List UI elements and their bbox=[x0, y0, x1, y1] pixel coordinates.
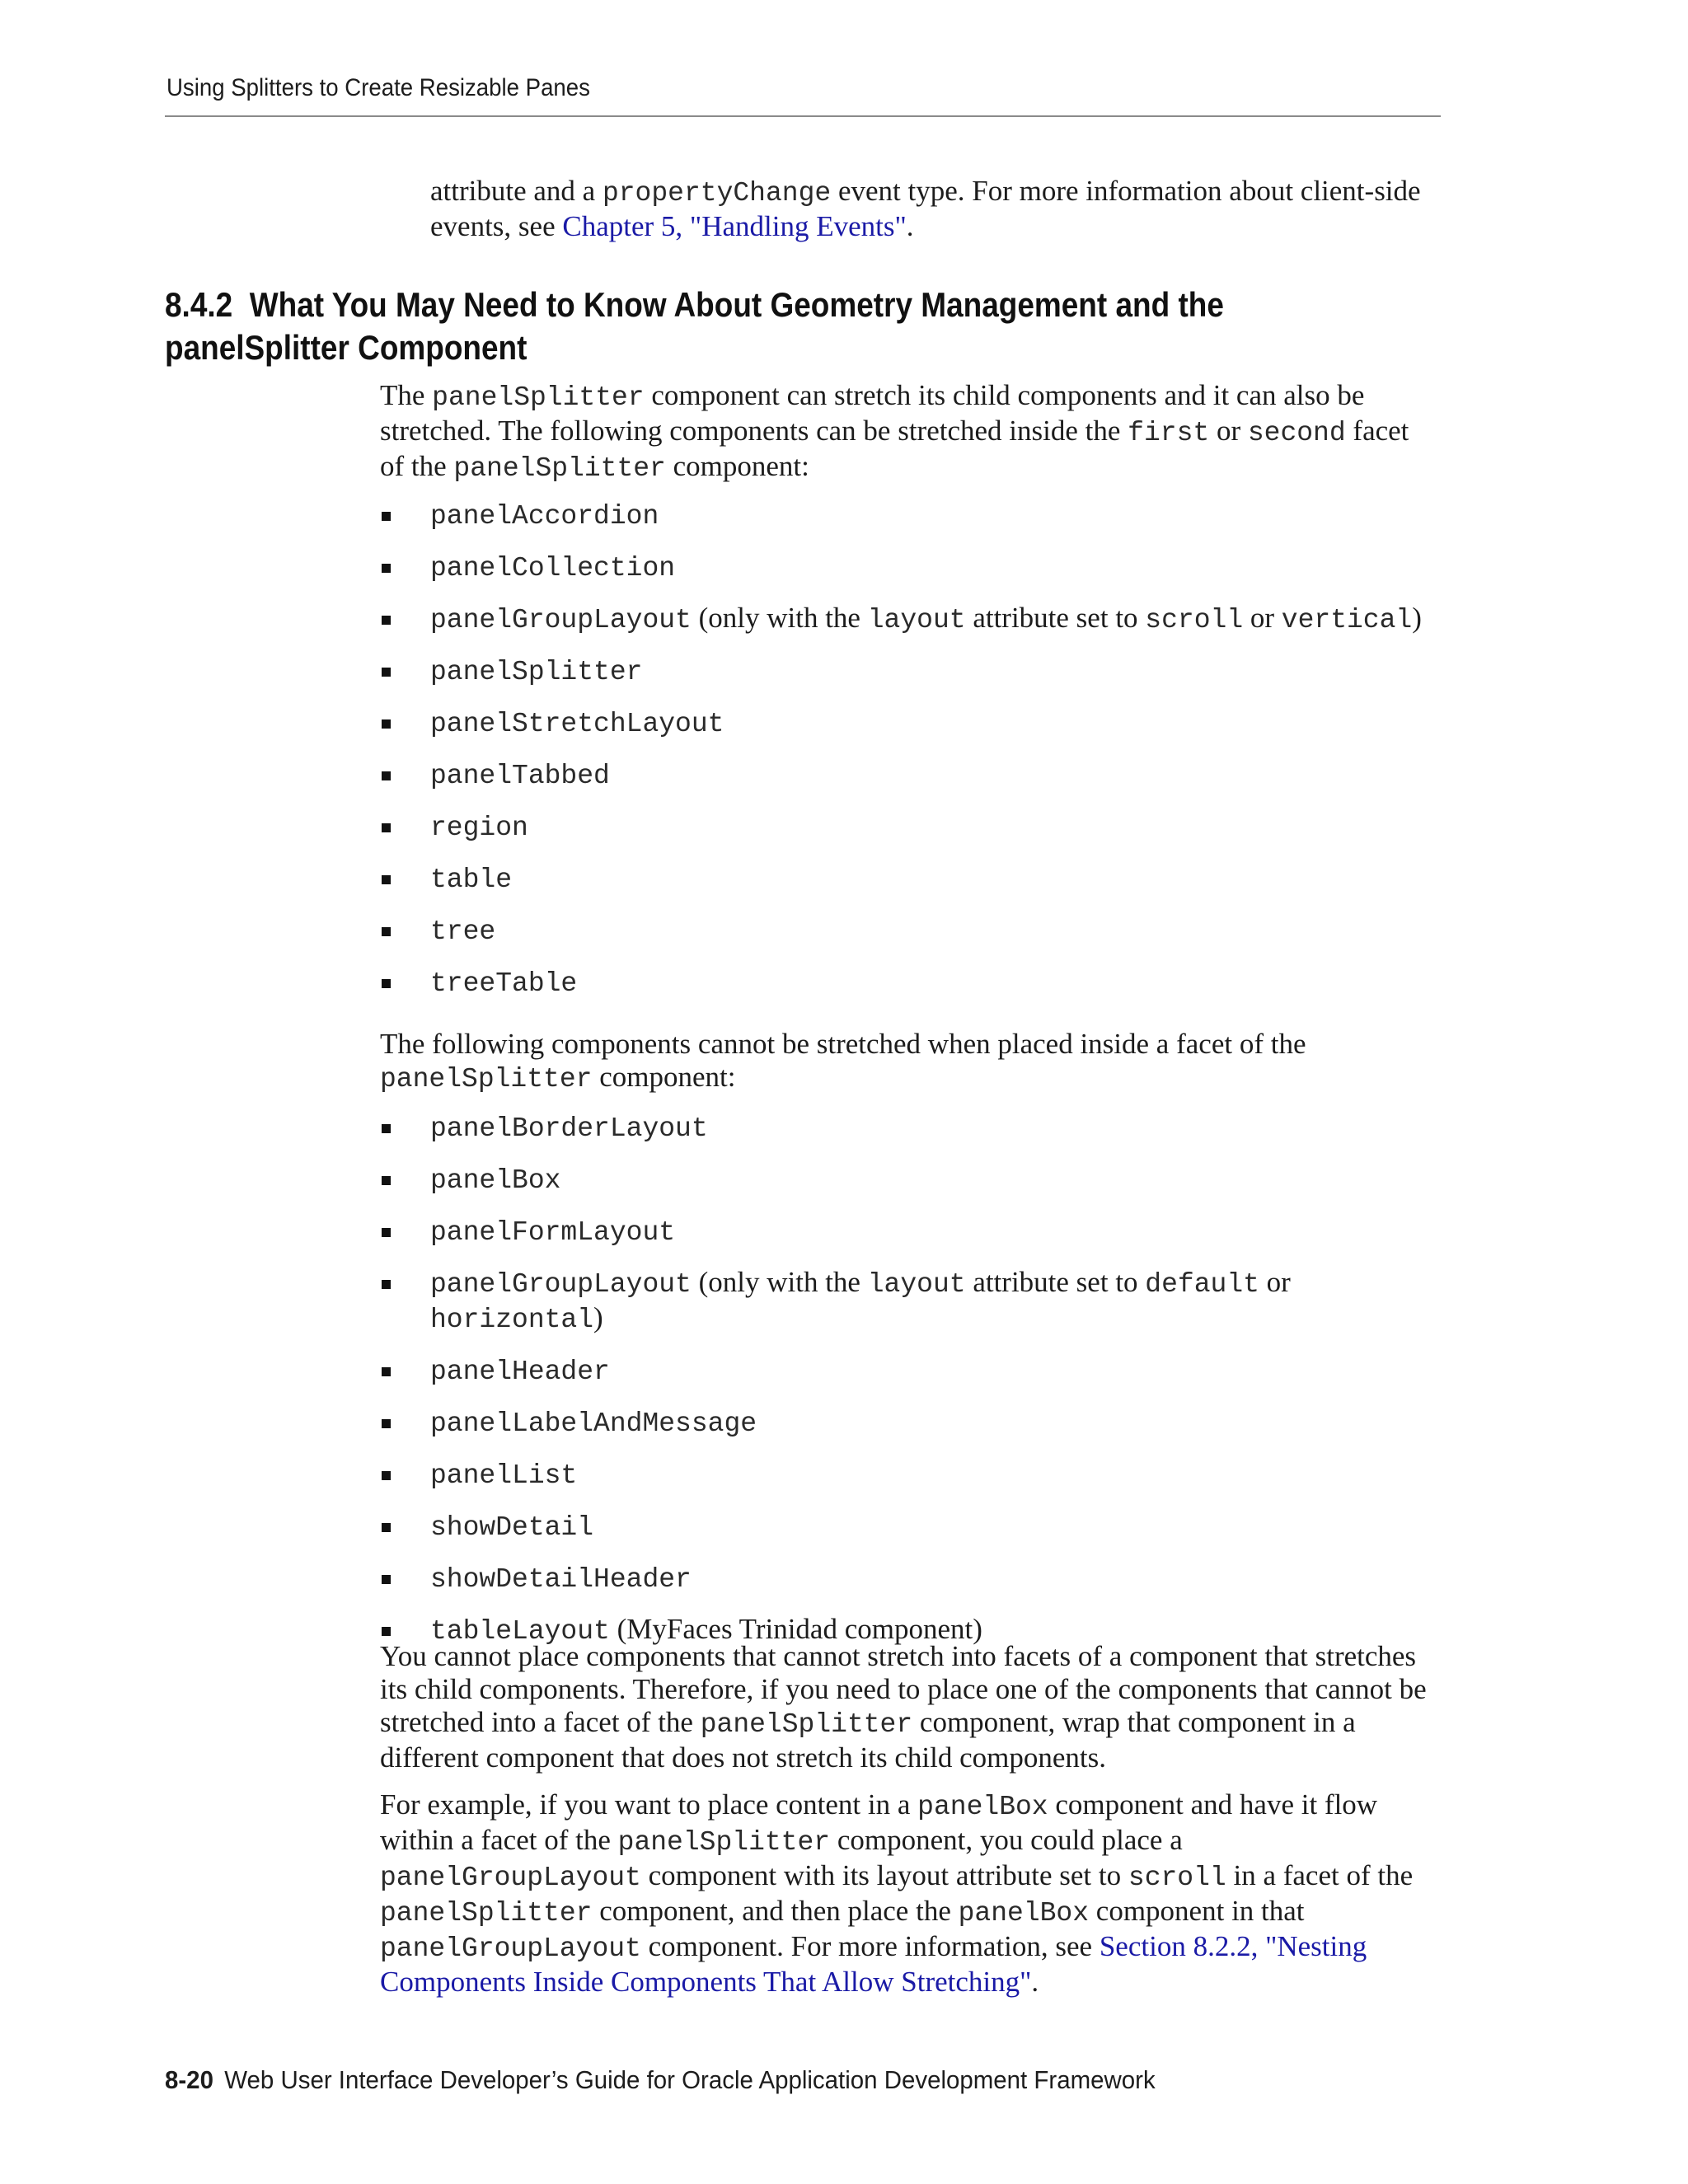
inline-code: second bbox=[1247, 418, 1346, 448]
bullet-icon bbox=[382, 1280, 391, 1289]
stretchable-components-list bbox=[380, 498, 1435, 1017]
section-8-2-2-link[interactable]: Section 8.2.2, "Nesting Components Inside Components That Allow Stretching" bbox=[380, 1930, 1367, 1998]
component-name: panelBorderLayout bbox=[430, 1113, 708, 1144]
para-text: component can stretch its child components and it can also be stretched. The following components can be stretched inside the bbox=[380, 379, 1365, 447]
list-text: (only with the bbox=[691, 602, 868, 634]
list-item bbox=[380, 757, 1435, 793]
list-item bbox=[380, 602, 1435, 637]
list-text: or bbox=[1243, 602, 1282, 634]
inline-code: panelSplitter bbox=[617, 1827, 831, 1858]
list-item bbox=[380, 1214, 1435, 1249]
bullet-icon bbox=[382, 1523, 391, 1532]
component-name: tree bbox=[430, 916, 496, 947]
list-item bbox=[380, 1405, 1435, 1441]
component-name: tableLayout bbox=[430, 1616, 610, 1647]
inline-code: horizontal bbox=[430, 1305, 594, 1335]
para-text: component with its layout attribute set to bbox=[640, 1859, 1128, 1891]
non-stretch-intro-paragraph bbox=[380, 1028, 1435, 1096]
non-stretchable-components-list bbox=[380, 1110, 1435, 1665]
inline-code: default bbox=[1145, 1269, 1259, 1300]
bullet-icon bbox=[382, 875, 391, 884]
bullet-icon bbox=[382, 771, 391, 780]
list-item bbox=[380, 1266, 1435, 1337]
para-text: component, wrap that component in a different component that does not stretch its child components. bbox=[380, 1706, 1356, 1774]
bullet-icon bbox=[382, 1228, 391, 1237]
list-item bbox=[380, 1561, 1435, 1596]
para-text: or bbox=[1209, 415, 1248, 447]
list-text: ) bbox=[593, 1301, 603, 1333]
section-heading bbox=[165, 284, 1296, 369]
header-rule bbox=[165, 115, 1441, 117]
component-name: treeTable bbox=[430, 968, 578, 999]
list-item bbox=[380, 965, 1435, 1001]
para-text: The bbox=[380, 379, 433, 411]
list-text: (only with the bbox=[691, 1266, 868, 1298]
para-text: For example, if you want to place content in a bbox=[380, 1788, 918, 1821]
list-text: attribute set to bbox=[965, 1266, 1146, 1298]
inline-code: first bbox=[1128, 418, 1210, 448]
list-text: ) bbox=[1412, 602, 1422, 634]
wrap-advice-paragraph bbox=[380, 1640, 1435, 1774]
inline-code: panelBox bbox=[917, 1792, 1048, 1822]
list-item bbox=[380, 913, 1435, 949]
para-text: You cannot place components that cannot stretch into facets of a component that stretches its child components. Therefore, if you need to place one of the components that cannot be stretched into a facet of the bbox=[380, 1640, 1427, 1738]
para-text: component, you could place a bbox=[830, 1824, 1183, 1856]
para-text: component: bbox=[665, 450, 809, 482]
inline-code: panelSplitter bbox=[380, 1064, 593, 1094]
intro-code: propertyChange bbox=[602, 178, 832, 209]
para-text: in a facet of the bbox=[1226, 1859, 1414, 1891]
inline-code: scroll bbox=[1128, 1863, 1226, 1893]
page-number: 8-20 bbox=[165, 2065, 213, 2094]
intro-text: event type. For more information about client-side events, see bbox=[430, 175, 1421, 242]
bullet-icon bbox=[382, 512, 391, 521]
example-paragraph bbox=[380, 1788, 1435, 1999]
section-title: What You May Need to Know About Geometry Management and the panelSplitter Component bbox=[165, 285, 1224, 367]
bullet-icon bbox=[382, 1471, 391, 1480]
running-header: Using Splitters to Create Resizable Panes bbox=[166, 74, 590, 101]
para-text: . bbox=[1031, 1966, 1039, 1998]
para-text: component. For more information, see bbox=[640, 1930, 1100, 1962]
inline-code: layout bbox=[867, 605, 966, 635]
bullet-icon bbox=[382, 1176, 391, 1185]
para-text: component in that bbox=[1089, 1895, 1305, 1927]
list-item bbox=[380, 1509, 1435, 1544]
inline-code: panelBox bbox=[958, 1898, 1090, 1929]
inline-code: panelGroupLayout bbox=[380, 1933, 641, 1964]
component-name: panelCollection bbox=[430, 553, 676, 583]
component-name: panelStretchLayout bbox=[430, 709, 724, 739]
stretch-intro-paragraph bbox=[380, 379, 1435, 485]
list-item bbox=[380, 550, 1435, 585]
component-name: panelTabbed bbox=[430, 761, 610, 791]
list-text: (MyFaces Trinidad component) bbox=[609, 1613, 982, 1645]
bullet-icon bbox=[382, 719, 391, 729]
component-name: panelGroupLayout bbox=[430, 1269, 692, 1300]
bullet-icon bbox=[382, 979, 391, 988]
list-item bbox=[380, 1162, 1435, 1197]
bullet-icon bbox=[382, 564, 391, 573]
component-name: panelGroupLayout bbox=[430, 605, 692, 635]
book-title: Web User Interface Developer’s Guide for Oracle Application Development Framework bbox=[224, 2065, 1156, 2094]
inline-code: layout bbox=[867, 1269, 966, 1300]
list-item bbox=[380, 1110, 1435, 1146]
list-item bbox=[380, 1457, 1435, 1493]
inline-code: panelSplitter bbox=[453, 453, 666, 484]
list-item bbox=[380, 498, 1435, 533]
intro-paragraph bbox=[430, 175, 1444, 243]
para-text: facet of the bbox=[380, 415, 1409, 482]
bullet-icon bbox=[382, 927, 391, 936]
para-text: component, and then place the bbox=[592, 1895, 959, 1927]
intro-text: attribute and a bbox=[430, 175, 603, 207]
list-text: attribute set to bbox=[965, 602, 1146, 634]
inline-code: scroll bbox=[1145, 605, 1244, 635]
bullet-icon bbox=[382, 1367, 391, 1376]
bullet-icon bbox=[382, 1419, 391, 1428]
inline-code: panelSplitter bbox=[432, 382, 645, 413]
inline-code: panelSplitter bbox=[380, 1898, 593, 1929]
bullet-icon bbox=[382, 1124, 391, 1133]
component-name: region bbox=[430, 813, 528, 843]
component-name: panelHeader bbox=[430, 1357, 610, 1387]
section-number: 8.4.2 bbox=[165, 285, 233, 324]
component-name: panelLabelAndMessage bbox=[430, 1408, 757, 1439]
inline-code: panelGroupLayout bbox=[380, 1863, 641, 1893]
bullet-icon bbox=[382, 1627, 391, 1636]
component-name: showDetailHeader bbox=[430, 1564, 692, 1595]
bullet-icon bbox=[382, 823, 391, 832]
bullet-icon bbox=[382, 668, 391, 677]
inline-code: panelSplitter bbox=[700, 1709, 913, 1740]
intro-text: . bbox=[906, 210, 914, 242]
bullet-icon bbox=[382, 1575, 391, 1584]
component-name: showDetail bbox=[430, 1512, 594, 1543]
list-text: or bbox=[1259, 1266, 1291, 1298]
bullet-icon bbox=[382, 616, 391, 625]
para-text: component and have it flow within a facet of the bbox=[380, 1788, 1378, 1856]
para-text: component: bbox=[592, 1061, 736, 1093]
page-footer bbox=[165, 2065, 1386, 2095]
component-name: panelAccordion bbox=[430, 501, 659, 532]
inline-code: vertical bbox=[1281, 605, 1413, 635]
component-name: panelBox bbox=[430, 1165, 561, 1196]
chapter-5-link[interactable]: Chapter 5, "Handling Events" bbox=[562, 210, 907, 242]
list-item bbox=[380, 861, 1435, 897]
para-text: The following components cannot be stretched when placed inside a facet of the bbox=[380, 1028, 1306, 1060]
component-name: panelFormLayout bbox=[430, 1217, 676, 1248]
list-item bbox=[380, 654, 1435, 689]
component-name: panelSplitter bbox=[430, 657, 643, 687]
component-name: panelList bbox=[430, 1460, 578, 1491]
list-item bbox=[380, 705, 1435, 741]
list-item bbox=[380, 809, 1435, 845]
list-item bbox=[380, 1353, 1435, 1389]
component-name: table bbox=[430, 865, 513, 895]
